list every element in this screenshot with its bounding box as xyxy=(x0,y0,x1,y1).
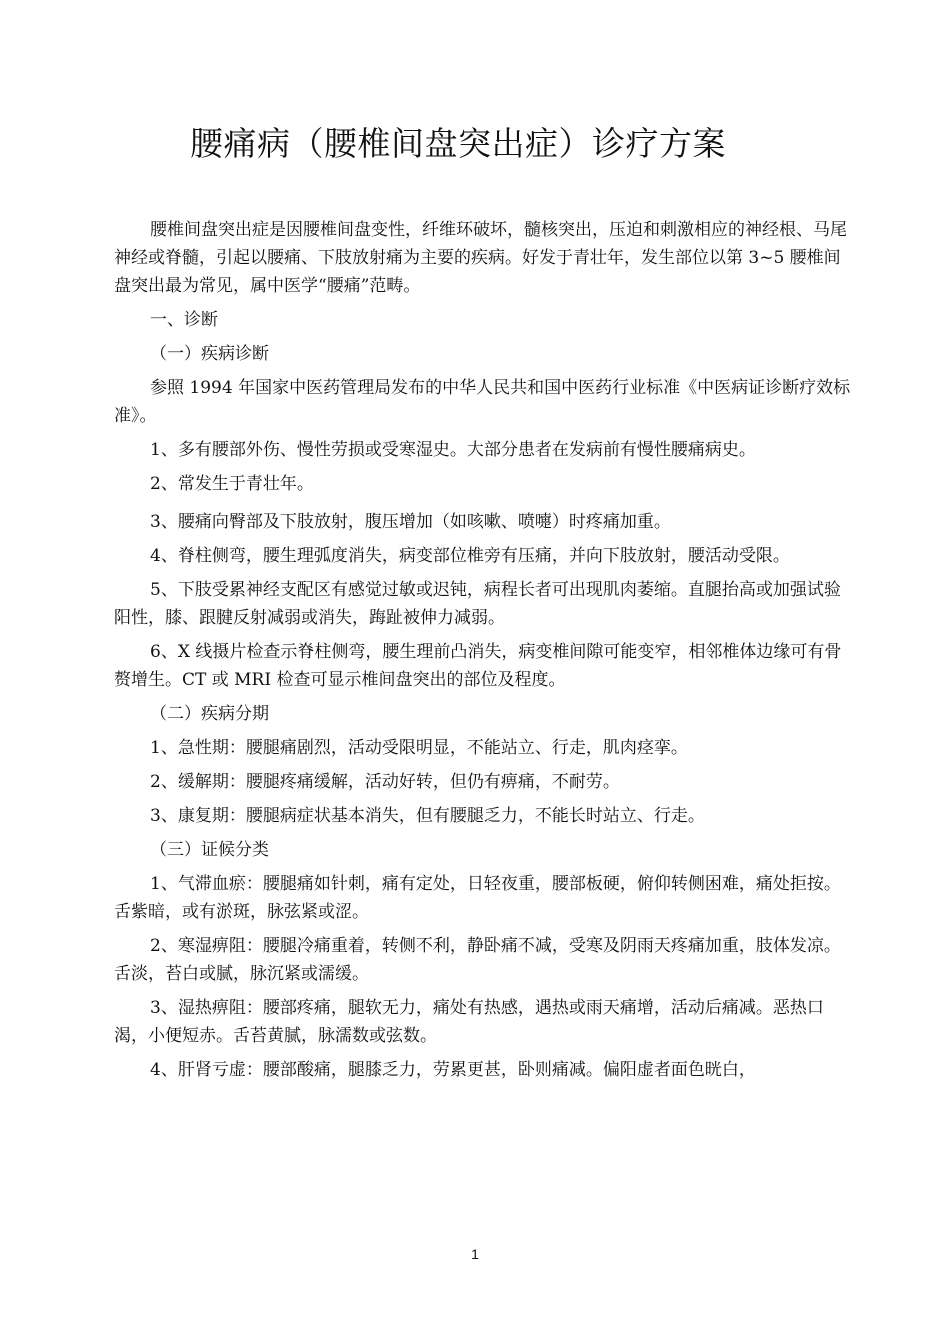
diagnosis-item-1: 1、多有腰部外伤、慢性劳损或受寒湿史。大部分患者在发病前有慢性腰痛病史。 xyxy=(150,440,756,460)
diagnosis-item-6: 6、X 线摄片检查示脊柱侧弯，腰生理前凸消失，病变椎间隙可能变窄，相邻椎体边缘可有骨赘增生。CT 或 MRI 检查可显示椎间盘突出的部位及程度。 xyxy=(114,642,842,690)
intro-paragraph: 腰椎间盘突出症是因腰椎间盘变性，纤维环破坏，髓核突出，压迫和刺激相应的神经根、马尾神经或脊髓，引起以腰痛、下肢放射痛为主要的疾病。好发于青壮年，发生部位以第 3~5 腰椎间盘突出最为常见，属中医学“腰痛”范畴。 xyxy=(114,220,847,296)
diagnosis-item-5: 5、下肢受累神经支配区有感觉过敏或迟钝，病程长者可出现肌肉萎缩。直腿抬高或加强试验阳性，膝、跟腱反射减弱或消失，踇趾被伸力减弱。 xyxy=(114,580,841,628)
subsection-heading-syndrome-classification: （三）证候分类 xyxy=(150,840,269,860)
syndrome-item-1: 1、气滞血瘀：腰腿痛如针刺，痛有定处，日轻夜重，腰部板硬，俯仰转侧困难，痛处拒按。舌紫暗，或有淤斑，脉弦紧或涩。 xyxy=(114,874,841,922)
diagnosis-item-4: 4、脊柱侧弯，腰生理弧度消失，病变部位椎旁有压痛，并向下肢放射，腰活动受限。 xyxy=(150,546,790,566)
syndrome-item-3: 3、湿热痹阻：腰部疼痛，腿软无力，痛处有热感，遇热或雨天痛增，活动后痛减。恶热口渴，小便短赤。舌苔黄腻，脉濡数或弦数。 xyxy=(114,998,824,1046)
subsection-heading-disease-diagnosis: （一）疾病诊断 xyxy=(150,344,269,364)
subsection-heading-staging: （二）疾病分期 xyxy=(150,704,269,724)
document-body xyxy=(114,216,854,1090)
syndrome-item-4: 4、肝肾亏虚：腰部酸痛，腿膝乏力，劳累更甚，卧则痛减。偏阳虚者面色晄白， xyxy=(150,1060,756,1080)
staging-item-1: 1、急性期：腰腿痛剧烈，活动受限明显，不能站立、行走，肌肉痉挛。 xyxy=(150,738,688,758)
section-heading-diagnosis: 一、诊断 xyxy=(150,310,218,330)
reference-paragraph: 参照 1994 年国家中医药管理局发布的中华人民共和国中医药行业标准《中医病证诊断疗效标准》。 xyxy=(114,378,851,426)
document-title: 腰痛病（腰椎间盘突出症）诊疗方案 xyxy=(190,124,726,163)
syndrome-item-2: 2、寒湿痹阻：腰腿冷痛重着，转侧不利，静卧痛不减，受寒及阴雨天疼痛加重，肢体发凉。舌淡，苔白或腻，脉沉紧或濡缓。 xyxy=(114,936,841,984)
staging-item-2: 2、缓解期：腰腿疼痛缓解，活动好转，但仍有痹痛，不耐劳。 xyxy=(150,772,620,792)
diagnosis-item-2: 2、常发生于青壮年。 xyxy=(150,474,314,494)
staging-item-3: 3、康复期：腰腿病症状基本消失，但有腰腿乏力，不能长时站立、行走。 xyxy=(150,806,705,826)
page-number: 1 xyxy=(471,1246,479,1262)
diagnosis-item-3: 3、腰痛向臀部及下肢放射，腹压增加（如咳嗽、喷嚏）时疼痛加重。 xyxy=(150,512,671,532)
